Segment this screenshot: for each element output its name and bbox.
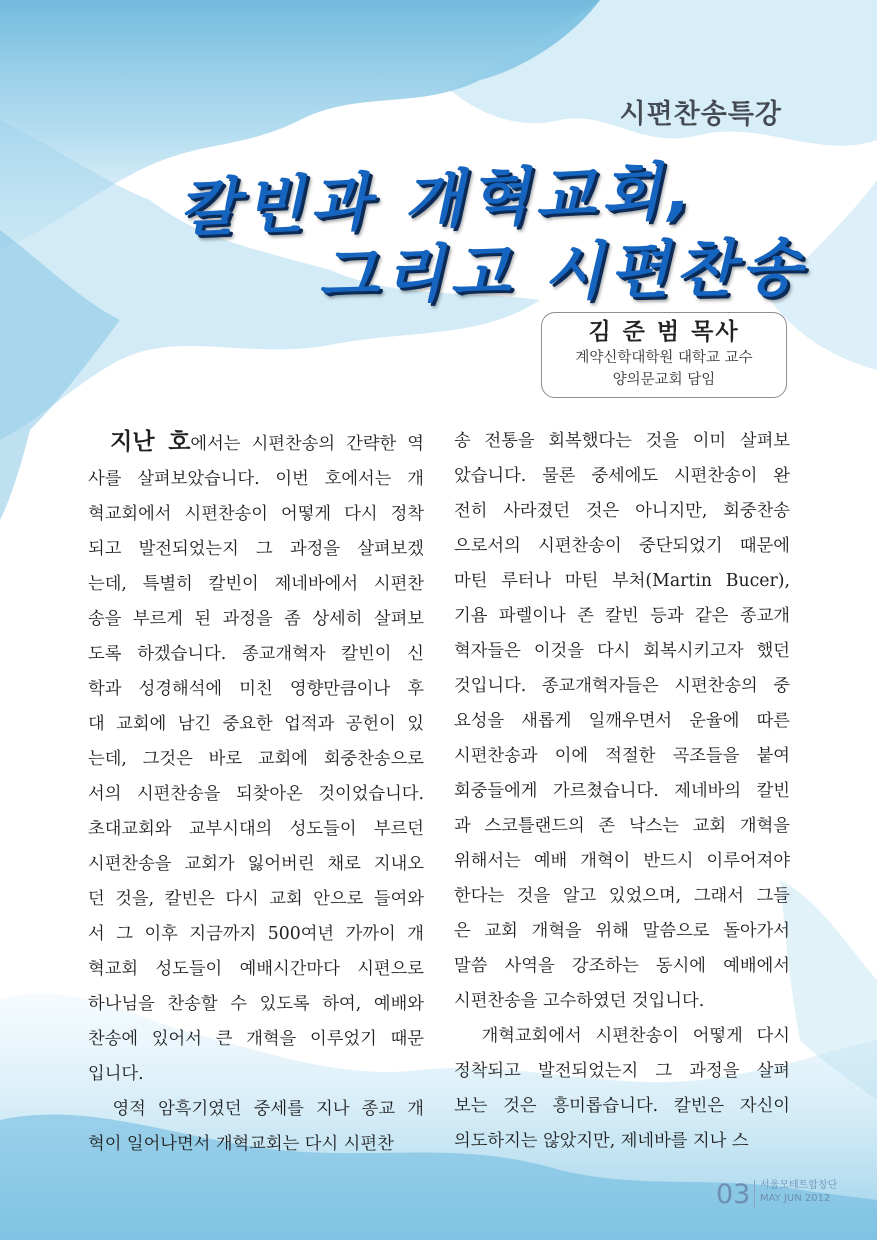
text-line: 혁이 일어나면서 개혁교회는 다시 시편찬 (88, 1134, 394, 1154)
text-line: 개혁교회에서 시편찬송이 어떻게 다시 (481, 1026, 790, 1046)
text-line: 사를 살펴보았습니다. 이번 호에서는 개 (88, 469, 424, 489)
text-line: 위해서는 예배 개혁이 반드시 이루어져야 (454, 851, 790, 871)
lead-words: 지난 호 (110, 428, 191, 455)
text-line: 서 그 이후 지금까지 500여년 가까이 개 (88, 924, 424, 944)
text-line: 회중들에게 가르쳤습니다. 제네바의 칼빈 (454, 781, 790, 801)
text-line: 학과 성경해석에 미친 영향만큼이나 후 (88, 679, 424, 699)
text-line: 찬송에 있어서 큰 개혁을 이루었기 때문 (88, 1029, 424, 1049)
text-line: 입니다. (88, 1064, 144, 1084)
text-line: 전히 사라졌던 것은 아니지만, 회중찬송 (454, 501, 790, 521)
text-line: 으로서의 시편찬송이 중단되었기 때문에 (454, 536, 790, 556)
text-line: 지난 호에서는 시편찬송의 간략한 역 (110, 428, 424, 455)
text-line: 한다는 것을 알고 있었으며, 그래서 그들 (454, 886, 790, 906)
text-line: 았습니다. 물론 중세에도 시편찬송이 완 (454, 466, 790, 486)
text-line: 던 것을, 칼빈은 다시 교회 안으로 들여와 (88, 889, 424, 909)
text-line: 기욤 파렐이나 존 칼빈 등과 같은 종교개 (454, 606, 790, 626)
text-line: 영적 암흑기였던 중세를 지나 종교 개 (112, 1099, 424, 1119)
issue-date: MAY JUN 2012 (760, 1193, 831, 1204)
text-line: 혁자들은 이것을 다시 회복시키고자 했던 (454, 641, 790, 661)
article-title-line-2: 그리고 시편찬송 (317, 230, 808, 313)
text-line: 보는 것은 흥미롭습니다. 칼빈은 자신이 (454, 1096, 790, 1116)
text-line: 도록 하겠습니다. 종교개혁자 칼빈이 신 (88, 644, 424, 664)
publication-name: 서울모테트합창단 (760, 1180, 838, 1191)
text-line: 는데, 특별히 칼빈이 제네바에서 시편찬 (88, 574, 424, 594)
text-line: 말씀 사역을 강조하는 동시에 예배에서 (454, 956, 790, 976)
publication-info (760, 1179, 837, 1205)
author-affiliation: 계약신학대학원 대학교 교수 (575, 350, 753, 366)
footer-divider (754, 1180, 755, 1208)
text-column-right (454, 424, 790, 1159)
text-line: 것입니다. 종교개혁자들은 시편찬송의 중 (454, 676, 790, 696)
text-line: 송을 부르게 된 과정을 좀 상세히 살펴보 (88, 609, 424, 629)
text-line: 은 교회 개혁을 위해 말씀으로 돌아가서 (454, 921, 790, 941)
text-line: 송 전통을 회복했다는 것을 이미 살펴보 (454, 431, 790, 451)
text-line: 초대교회와 교부시대의 성도들이 부르던 (88, 819, 424, 839)
section-label: 시편찬송특강 (619, 99, 782, 130)
author-box (541, 312, 787, 398)
text-line: 하나님을 찬송할 수 있도록 하여, 예배와 (88, 994, 424, 1014)
article-title-line-1: 칼빈과 개혁교회, (177, 153, 698, 246)
text-column-left (88, 424, 424, 1162)
text-line: 마틴 루터나 마틴 부처(Martin Bucer), (454, 571, 790, 591)
text-line: 서의 시편찬송을 되찾아온 것이었습니다. (88, 784, 424, 804)
text-line: 정착되고 발전되었는지 그 과정을 살펴 (454, 1061, 790, 1081)
author-church: 양의문교회 담임 (612, 372, 716, 388)
page-number: 03 (716, 1179, 751, 1210)
author-name: 김 준 범 목사 (588, 319, 740, 345)
text-line: 의도하지는 않았지만, 제네바를 지나 스 (454, 1131, 749, 1151)
text-line: 과 스코틀랜드의 존 낙스는 교회 개혁을 (454, 816, 790, 836)
text-line: 혁교회에서 시편찬송이 어떻게 다시 정착 (88, 504, 424, 524)
text-line: 시편찬송을 고수하였던 것입니다. (454, 991, 705, 1011)
text-line: 되고 발전되었는지 그 과정을 살펴보겠 (88, 539, 424, 559)
text-line: 는데, 그것은 바로 교회에 회중찬송으로 (88, 749, 424, 769)
text-line: 혁교회 성도들이 예배시간마다 시편으로 (88, 959, 424, 979)
text-line: 대 교회에 남긴 중요한 업적과 공헌이 있 (88, 714, 424, 734)
text-line: 요성을 새롭게 일깨우면서 운율에 따른 (454, 711, 790, 731)
text-line: 시편찬송과 이에 적절한 곡조들을 붙여 (454, 746, 790, 766)
text-line: 시편찬송을 교회가 잃어버린 채로 지내오 (88, 854, 424, 874)
